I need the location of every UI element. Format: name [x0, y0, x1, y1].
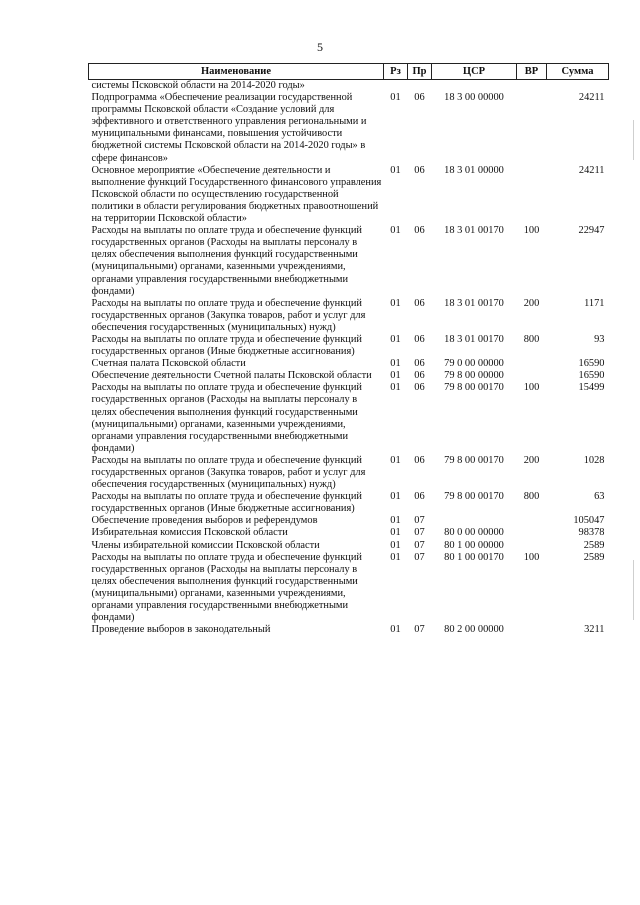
- cell-sum: [547, 80, 609, 93]
- cell-sum: 22947: [578, 225, 605, 237]
- cell-vr: [517, 515, 547, 527]
- cell-pr: [408, 80, 432, 93]
- cell-csr: 18 3 00 00000: [444, 92, 504, 104]
- cell-pr: 06: [414, 358, 425, 370]
- cell-pr: 06: [414, 164, 425, 176]
- cell-rz: 01: [390, 491, 401, 503]
- table-row: [89, 370, 609, 382]
- cell-csr: 79 8 00 00170: [444, 382, 504, 394]
- cell-vr: [517, 540, 547, 552]
- cell-csr: 80 0 00 00000: [444, 527, 504, 539]
- cell-rz: 01: [390, 382, 401, 394]
- cell-name: Подпрограмма «Обеспечение реализации государственной программы Псковской области «Создание условий для эффективного и ответственного управления региональными и муниципальными финансами, повышения устойчивости бюджетной системы Псковской области на 2014-2020 годы» в сфере финансов»: [91, 92, 367, 164]
- cell-sum: 1028: [583, 454, 605, 466]
- cell-csr: 80 2 00 00000: [444, 624, 504, 636]
- table-row: [89, 334, 609, 358]
- cell-rz: 01: [390, 551, 401, 563]
- cell-rz: 01: [390, 515, 401, 527]
- cell-csr: 80 1 00 00170: [444, 551, 504, 563]
- cell-pr: 06: [414, 92, 425, 104]
- cell-csr: 18 3 01 00170: [444, 333, 504, 345]
- cell-sum: 1171: [584, 297, 605, 309]
- cell-csr: 79 8 00 00170: [444, 491, 504, 503]
- cell-csr: [432, 80, 517, 93]
- cell-name: Расходы на выплаты по оплате труда и обеспечение функций государственных органов (Расходы на выплаты персоналу в целях обеспечения выполнения функций государственными (муниципальными) органами, казенными учреждениями, органами управления государственными внебюджетными фондами): [91, 225, 362, 297]
- cell-name: Обеспечение проведения выборов и референдумов: [91, 515, 318, 527]
- cell-sum: 3211: [584, 624, 605, 636]
- cell-csr: 18 3 01 00170: [444, 297, 504, 309]
- cell-sum: 63: [594, 491, 605, 503]
- cell-rz: 01: [390, 539, 401, 551]
- cell-rz: [384, 80, 408, 93]
- cell-csr: 79 8 00 00000: [444, 370, 504, 382]
- cell-name: Расходы на выплаты по оплате труда и обеспечение функций государственных органов (Расходы на выплаты персоналу в целях обеспечения выполнения функций государственными (муниципальными) органами, казенными учреждениями, органами управления государственными внебюджетными фондами): [91, 382, 362, 454]
- table-row: [89, 225, 609, 298]
- cell-name: Расходы на выплаты по оплате труда и обеспечение функций государственных органов (Расходы на выплаты персоналу в целях обеспечения выполнения функций государственными (муниципальными) органами, казенными учреждениями, органами управления государственными внебюджетными фондами): [91, 551, 362, 624]
- table-row: [89, 165, 609, 225]
- cell-vr: [517, 165, 547, 225]
- cell-pr: 06: [414, 491, 425, 503]
- cell-name: Расходы на выплаты по оплате труда и обеспечение функций государственных органов (Иные бюджетные ассигнования): [91, 333, 362, 358]
- cell-rz: 01: [390, 624, 401, 636]
- cell-rz: 01: [390, 370, 401, 382]
- cell-vr: 100: [523, 382, 540, 394]
- cell-vr: [517, 624, 547, 636]
- cell-pr: 06: [414, 382, 425, 394]
- cell-pr: 06: [414, 297, 425, 309]
- table-header: [89, 64, 609, 80]
- cell-pr: 06: [414, 370, 425, 382]
- header-name: Наименование: [89, 64, 384, 80]
- cell-pr: 06: [414, 333, 425, 345]
- cell-csr: 18 3 01 00000: [444, 164, 504, 176]
- cell-name: Проведение выборов в законодательный: [91, 624, 271, 636]
- table-row: [89, 80, 609, 93]
- cell-vr: 200: [523, 297, 540, 309]
- scan-edge-mark: [633, 560, 634, 620]
- cell-pr: 06: [414, 454, 425, 466]
- cell-name: Расходы на выплаты по оплате труда и обеспечение функций государственных органов (Закупка товаров, работ и услуг для обеспечения государственных (муниципальных) нужд): [91, 297, 366, 333]
- cell-rz: 01: [390, 225, 401, 237]
- table-row: [89, 552, 609, 625]
- table-body: [89, 80, 609, 637]
- header-rz: Рз: [384, 64, 408, 80]
- cell-sum: 105047: [573, 515, 605, 527]
- cell-csr: 79 8 00 00170: [444, 454, 504, 466]
- table-row: [89, 455, 609, 491]
- cell-rz: 01: [390, 164, 401, 176]
- cell-vr: [517, 80, 547, 93]
- header-sum: Сумма: [547, 64, 609, 80]
- cell-sum: 24211: [578, 92, 605, 104]
- header-vr: ВР: [517, 64, 547, 80]
- cell-rz: 01: [390, 358, 401, 370]
- scan-edge-mark: [633, 120, 634, 160]
- cell-pr: 07: [414, 624, 425, 636]
- cell-name: Расходы на выплаты по оплате труда и обеспечение функций государственных органов (Закупка товаров, работ и услуг для обеспечения государственных (муниципальных) нужд): [91, 454, 366, 491]
- cell-vr: 800: [523, 333, 540, 345]
- table-row: [89, 527, 609, 539]
- cell-name: Обеспечение деятельности Счетной палаты Псковской области: [91, 370, 372, 382]
- cell-pr: 07: [414, 539, 425, 551]
- cell-sum: 24211: [578, 164, 605, 176]
- cell-name: Члены избирательной комиссии Псковской области: [91, 539, 320, 551]
- table-row: [89, 491, 609, 515]
- cell-sum: 15499: [578, 382, 605, 394]
- cell-pr: 07: [414, 551, 425, 563]
- cell-sum: 16590: [578, 358, 605, 370]
- budget-table: [88, 63, 609, 636]
- cell-rz: 01: [390, 92, 401, 104]
- cell-csr: [432, 515, 517, 527]
- cell-vr: 800: [523, 491, 540, 503]
- cell-sum: 16590: [578, 370, 605, 382]
- cell-pr: 07: [414, 515, 425, 527]
- cell-pr: 06: [414, 225, 425, 237]
- table-row: [89, 624, 609, 636]
- table-row: [89, 92, 609, 165]
- cell-rz: 01: [390, 454, 401, 466]
- cell-vr: [517, 358, 547, 370]
- header-row: [89, 64, 609, 80]
- cell-vr: 200: [523, 454, 540, 466]
- cell-sum: 93: [594, 333, 605, 345]
- cell-rz: 01: [390, 333, 401, 345]
- cell-pr: 07: [414, 527, 425, 539]
- cell-vr: 100: [523, 225, 540, 237]
- table-row: [89, 358, 609, 370]
- cell-vr: 100: [523, 551, 540, 563]
- cell-sum: 2589: [583, 551, 605, 563]
- cell-sum: 2589: [583, 539, 605, 551]
- cell-csr: 18 3 01 00170: [444, 225, 504, 237]
- cell-rz: 01: [390, 297, 401, 309]
- table-row: [89, 298, 609, 334]
- page-number: 5: [317, 40, 323, 54]
- cell-name: Избирательная комиссия Псковской области: [91, 527, 288, 539]
- header-pr: Пр: [408, 64, 432, 80]
- cell-name: Счетная палата Псковской области: [91, 358, 246, 370]
- cell-csr: 80 1 00 00000: [444, 539, 504, 551]
- cell-name: системы Псковской области на 2014-2020 годы»: [91, 80, 305, 91]
- header-csr: ЦСР: [432, 64, 517, 80]
- cell-vr: [517, 92, 547, 165]
- cell-name: Расходы на выплаты по оплате труда и обеспечение функций государственных органов (Иные бюджетные ассигнования): [91, 491, 362, 515]
- cell-csr: 79 0 00 00000: [444, 358, 504, 370]
- table-row: [89, 382, 609, 455]
- cell-vr: [517, 527, 547, 539]
- table-row: [89, 515, 609, 527]
- cell-sum: 98378: [578, 527, 605, 539]
- cell-vr: [517, 370, 547, 382]
- cell-name: Основное мероприятие «Обеспечение деятельности и выполнение функций Государственного финансового управления Псковской области по осуществлению государственной политики в области регулирования бюджетных правоотношений на территории Псковской области»: [91, 164, 382, 225]
- cell-rz: 01: [390, 527, 401, 539]
- table-row: [89, 540, 609, 552]
